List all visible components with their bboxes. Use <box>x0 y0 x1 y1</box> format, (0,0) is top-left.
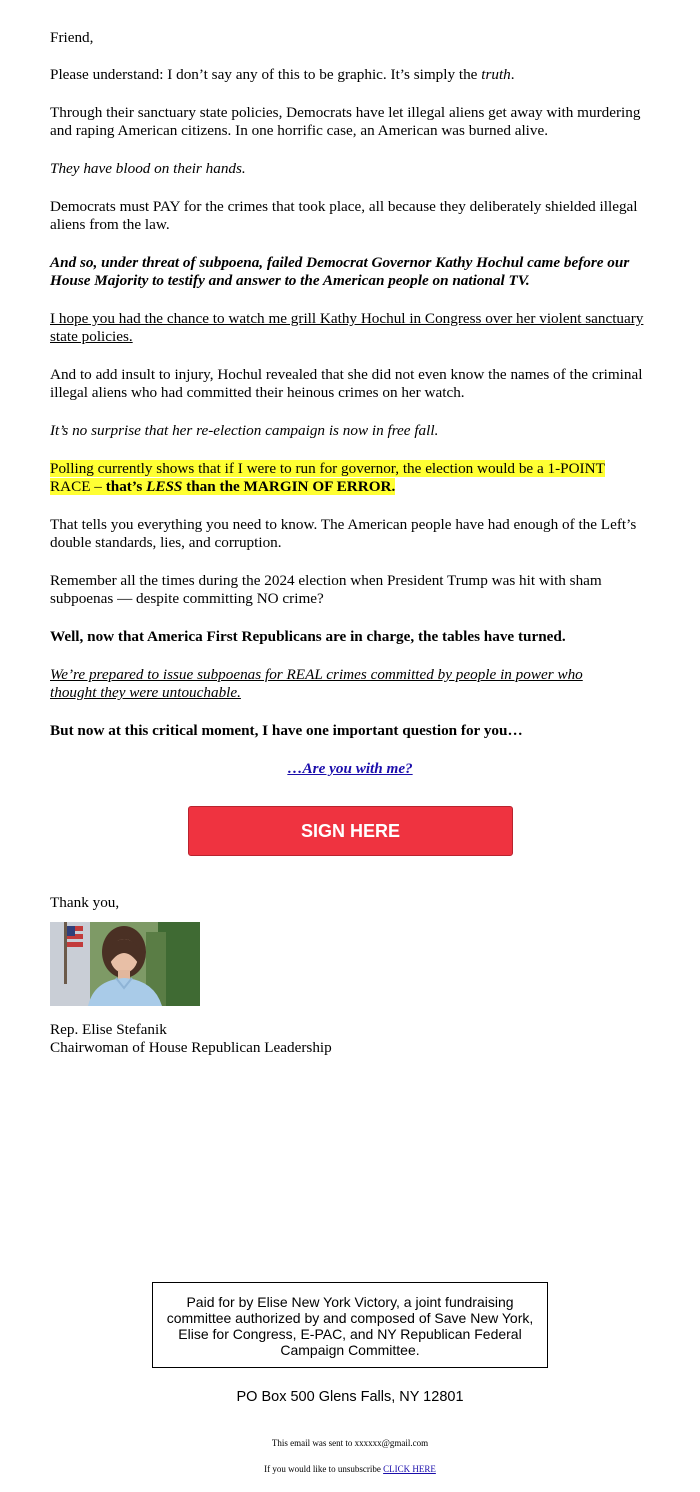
closing: Thank you, <box>50 894 120 911</box>
mailing-address: PO Box 500 Glens Falls, NY 12801 <box>236 1389 464 1405</box>
paragraph-sanctuary: Through their sanctuary state policies, Democrats have let illegal aliens get away with murdering and raping American citizens. In one horrific case, an American was burned alive. <box>50 104 641 139</box>
paragraph-free-fall: It’s no surprise that her re-election campaign is now in free fall. <box>50 422 439 439</box>
cta-line <box>50 760 650 778</box>
paragraph-tables-turned: Well, now that America First Republicans are in charge, the tables have turned. <box>50 628 566 645</box>
unsubscribe-text: If you would like to unsubscribe <box>264 1464 384 1474</box>
paragraph-text: Please understand: I don’t say any of this to be graphic. It’s simply the <box>50 66 482 83</box>
paragraph-blood: They have blood on their hands. <box>50 160 246 177</box>
polling-less: LESS <box>146 478 183 495</box>
paid-for-disclaimer: Paid for by Elise New York Victory, a joint fundraising committee authorized by and composed of Save New York, Elise for Congress, E-PAC, and NY Republican Federal Campaign Committee. <box>152 1282 548 1368</box>
paragraph-insult: And to add insult to injury, Hochul revealed that she did not even know the names of the criminal illegal aliens who had committed their heinous crimes on her watch. <box>50 366 643 401</box>
signature-title: Chairwoman of House Republican Leadership <box>50 1039 332 1056</box>
paragraph-everything: That tells you everything you need to know. The American people have had enough of the Left’s double standards, lies, and corruption. <box>50 516 637 551</box>
unsubscribe-link[interactable]: CLICK HERE <box>383 1464 436 1474</box>
sent-to-notice: This email was sent to xxxxxx@gmail.com <box>271 1438 429 1448</box>
unsubscribe-line <box>0 1464 700 1474</box>
polling-bold: that’s <box>105 478 147 495</box>
emphasis-truth: truth <box>481 66 511 83</box>
paragraph-pay: Democrats must PAY for the crimes that took place, all because they deliberately shielded illegal aliens from the law. <box>50 198 638 233</box>
sign-here-button[interactable]: SIGN HERE <box>188 806 513 856</box>
portrait-photo <box>50 922 200 1006</box>
paragraph-subpoena: And so, under threat of subpoena, failed Democrat Governor Kathy Hochul came before our House Majority to testify and answer to the American people on national TV. <box>50 254 630 289</box>
paragraph-text: . <box>510 66 515 83</box>
greeting: Friend, <box>50 29 94 46</box>
polling-text: Polling currently shows that if I were to run for governor, the election would be a 1-POINT RACE – <box>50 460 605 495</box>
link-watch-hearing[interactable]: I hope you had the chance to watch me grill Kathy Hochul in Congress over her violent sanctuary state policies. <box>50 310 644 345</box>
paragraph-question: But now at this critical moment, I have one important question for you… <box>50 722 523 739</box>
portrait-photo-illustration <box>50 922 200 1006</box>
link-subpoenas[interactable]: We’re prepared to issue subpoenas for REAL crimes committed by people in power who thought they were untouchable. <box>50 666 583 701</box>
polling-margin: than the MARGIN OF ERROR. <box>182 478 396 495</box>
signature-name: Rep. Elise Stefanik <box>50 1021 167 1038</box>
cta-link[interactable]: …Are you with me? <box>287 760 413 777</box>
paragraph-polling <box>50 460 640 496</box>
paragraph-remember: Remember all the times during the 2024 election when President Trump was hit with sham subpoenas — despite committing NO crime? <box>50 572 602 607</box>
paragraph-truth <box>50 66 650 84</box>
